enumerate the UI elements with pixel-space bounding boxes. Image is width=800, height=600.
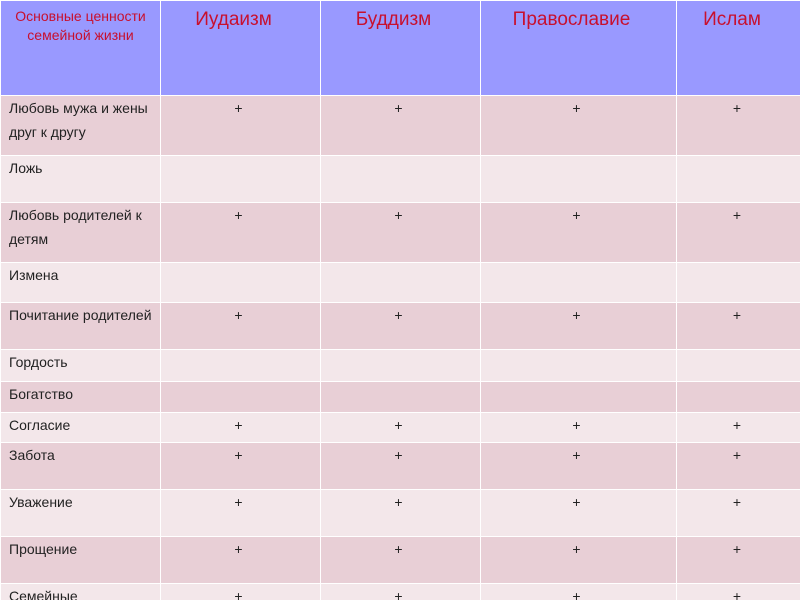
mark-cell	[161, 413, 321, 443]
column-header-buddhism: Буддизм	[321, 1, 481, 96]
mark: +	[732, 588, 742, 600]
mark: +	[732, 207, 742, 223]
mark-cell	[481, 263, 677, 303]
row-label: Любовь мужа и жены друг к другу	[1, 96, 161, 156]
column-header-judaism: Иудаизм	[161, 1, 321, 96]
mark: +	[234, 588, 243, 600]
mark-cell	[161, 263, 321, 303]
mark-cell	[161, 443, 321, 490]
row-label: Уважение	[1, 490, 161, 537]
mark-cell	[677, 203, 800, 263]
mark-cell	[677, 490, 800, 537]
mark: +	[572, 447, 581, 463]
mark: +	[394, 541, 403, 557]
mark-cell	[321, 382, 481, 413]
mark: +	[732, 417, 742, 433]
table-row	[1, 156, 800, 203]
table-row	[1, 490, 800, 537]
mark-cell	[677, 443, 800, 490]
mark: +	[572, 307, 581, 323]
mark-cell	[677, 537, 800, 584]
mark: +	[234, 417, 243, 433]
row-label: Забота	[1, 443, 161, 490]
mark: +	[394, 207, 403, 223]
row-label: Прощение	[1, 537, 161, 584]
row-label: Семейные	[1, 584, 161, 600]
mark: +	[394, 494, 403, 510]
table-row	[1, 443, 800, 490]
mark-cell	[677, 382, 800, 413]
mark-cell	[321, 96, 481, 156]
mark-cell	[677, 584, 800, 600]
row-label: Богатство	[1, 382, 161, 413]
mark: +	[732, 307, 742, 323]
table-row	[1, 584, 800, 600]
row-label: Гордость	[1, 350, 161, 382]
mark-cell	[481, 490, 677, 537]
mark-cell	[481, 350, 677, 382]
mark-cell	[481, 382, 677, 413]
mark: +	[572, 541, 581, 557]
mark-cell	[481, 303, 677, 350]
mark: +	[732, 100, 742, 116]
mark-cell	[321, 443, 481, 490]
table-row	[1, 263, 800, 303]
mark-cell	[481, 96, 677, 156]
mark-cell	[481, 537, 677, 584]
mark: +	[732, 541, 742, 557]
mark-cell	[161, 490, 321, 537]
mark: +	[572, 588, 581, 600]
mark-cell	[321, 263, 481, 303]
mark-cell	[677, 350, 800, 382]
mark-cell	[321, 303, 481, 350]
mark: +	[234, 207, 243, 223]
mark: +	[394, 447, 403, 463]
mark-cell	[677, 263, 800, 303]
table-row	[1, 537, 800, 584]
mark-cell	[161, 96, 321, 156]
mark: +	[732, 494, 742, 510]
table-row	[1, 96, 800, 156]
mark: +	[234, 494, 243, 510]
mark-cell	[321, 490, 481, 537]
mark: +	[394, 100, 403, 116]
mark: +	[572, 417, 581, 433]
mark: +	[234, 447, 243, 463]
table-row	[1, 203, 800, 263]
row-label: Согласие	[1, 413, 161, 443]
row-label: Ложь	[1, 156, 161, 203]
mark-cell	[321, 203, 481, 263]
mark: +	[572, 207, 581, 223]
table-row	[1, 382, 800, 413]
row-label: Почитание родителей	[1, 303, 161, 350]
mark-cell	[321, 413, 481, 443]
row-label: Любовь родителей к детям	[1, 203, 161, 263]
column-header-islam: Ислам	[677, 1, 800, 96]
mark: +	[234, 100, 243, 116]
mark-cell	[161, 537, 321, 584]
table-row	[1, 350, 800, 382]
mark: +	[394, 417, 403, 433]
mark-cell	[321, 537, 481, 584]
mark-cell	[161, 203, 321, 263]
mark-cell	[161, 584, 321, 600]
column-header-orthodoxy: Православие	[481, 1, 677, 96]
mark: +	[394, 588, 403, 600]
mark-cell	[677, 96, 800, 156]
row-label: Измена	[1, 263, 161, 303]
mark-cell	[321, 156, 481, 203]
mark-cell	[321, 350, 481, 382]
mark-cell	[481, 584, 677, 600]
mark: +	[234, 541, 243, 557]
mark: +	[394, 307, 403, 323]
mark-cell	[481, 443, 677, 490]
mark: +	[234, 307, 243, 323]
mark-cell	[161, 156, 321, 203]
mark-cell	[481, 413, 677, 443]
mark-cell	[161, 303, 321, 350]
mark-cell	[481, 156, 677, 203]
mark: +	[572, 494, 581, 510]
header-row	[1, 1, 800, 96]
table-row	[1, 303, 800, 350]
corner-header: Основные ценности семейной жизни	[1, 1, 161, 96]
mark-cell	[161, 382, 321, 413]
mark-cell	[677, 156, 800, 203]
mark: +	[732, 447, 742, 463]
mark-cell	[481, 203, 677, 263]
mark-cell	[677, 413, 800, 443]
mark-cell	[321, 584, 481, 600]
mark-cell	[161, 350, 321, 382]
table-row	[1, 413, 800, 443]
mark-cell	[677, 303, 800, 350]
mark: +	[572, 100, 581, 116]
